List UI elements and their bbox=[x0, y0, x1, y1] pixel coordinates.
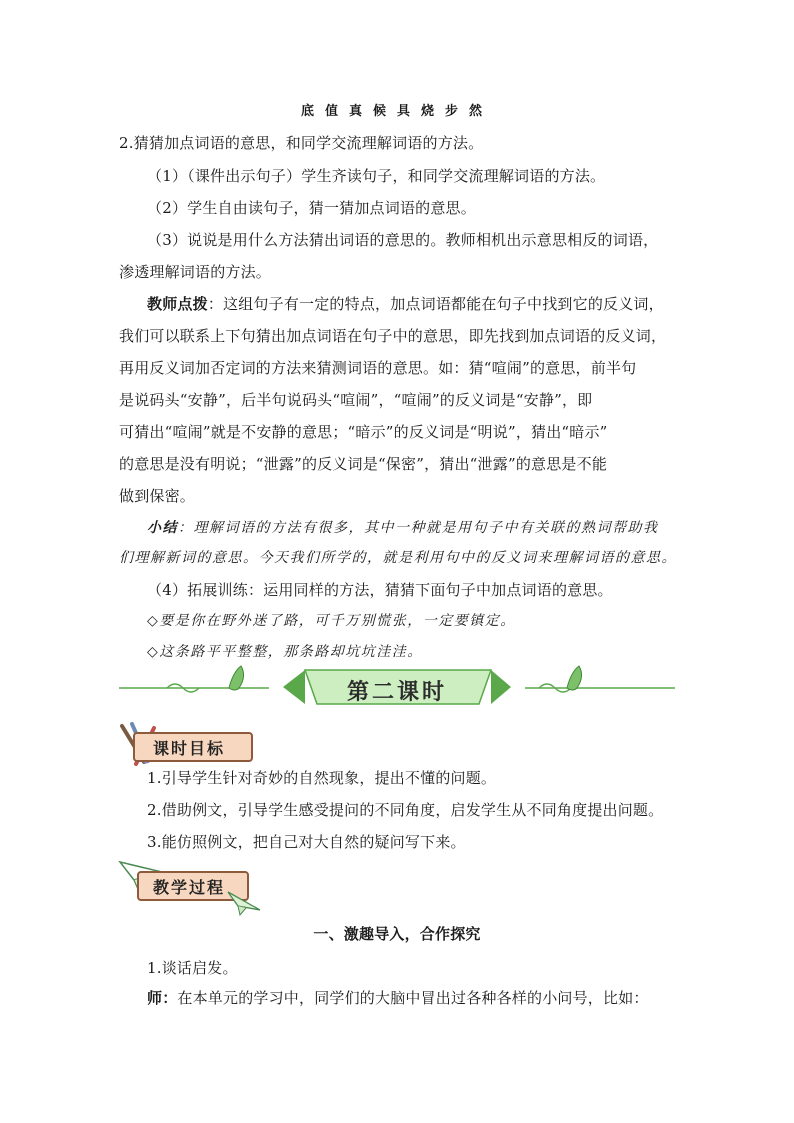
process-tag: 教学过程 bbox=[137, 871, 249, 901]
teacher-tip-line: 再用反义词加否定词的方法来猜测词语的意思。如：猜“喧闹”的意思，前半句 bbox=[119, 359, 637, 377]
paper-plane-icon bbox=[226, 888, 262, 916]
summary-label: 小结 bbox=[147, 520, 178, 536]
goal-item: 3.能仿照例文，把自己对大自然的疑问写下来。 bbox=[147, 833, 466, 851]
goals-tag: 课时目标 bbox=[133, 732, 253, 762]
character-row: 底值真候具烧步然 bbox=[300, 104, 493, 119]
teacher-label: 师： bbox=[147, 989, 178, 1007]
goal-item: 2.借助例文，引导学生感受提问的不同角度，启发学生从不同角度提出问题。 bbox=[147, 801, 664, 819]
teacher-tip-line: 我们可以联系上下句猜出加点词语在句子中的意思，即先找到加点词语的反义词， bbox=[119, 327, 667, 345]
summary-line: 们理解新词的意思。今天我们所学的，就是利用句中的反义词来理解词语的意思。 bbox=[119, 550, 677, 566]
goal-item: 1.引导学生针对奇妙的自然现象，提出不懂的问题。 bbox=[147, 769, 497, 787]
lesson-banner bbox=[119, 664, 675, 710]
teacher-tip-line: 是说码头“安静”，后半句说码头“喧闹”，“喧闹”的反义词是“安静”，即 bbox=[119, 391, 593, 409]
paragraph-line: （2）学生自由读句子，猜一猜加点词语的意思。 bbox=[147, 199, 476, 217]
extension-line: （4）拓展训练：运用同样的方法，猜猜下面句子中加点词语的意思。 bbox=[147, 581, 613, 599]
paragraph-line: 2.猜猜加点词语的意思，和同学交流理解词语的方法。 bbox=[119, 134, 484, 152]
teacher-tip-text: ：这组句子有一定的特点，加点词语都能在句子中找到它的反义词， bbox=[207, 295, 664, 313]
paragraph-line: （3）说说是用什么方法猜出词语的意思的。教师相机出示意思相反的词语， bbox=[147, 231, 659, 249]
bullet-item: ◇这条路平平整整，那条路却坑坑洼洼。 bbox=[147, 644, 423, 660]
paragraph-line: 渗透理解词语的方法。 bbox=[119, 263, 272, 281]
teacher-line bbox=[147, 988, 707, 1008]
paragraph-line: （1）（课件出示句子）学生齐读句子，和同学交流理解词语的方法。 bbox=[147, 167, 606, 185]
summary-line bbox=[147, 518, 707, 538]
step-item: 1.谈话启发。 bbox=[147, 959, 238, 977]
teacher-text: 在本单元的学习中，同学们的大脑中冒出过各种各样的小问号，比如： bbox=[177, 989, 649, 1007]
section-heading: 一、激趣导入，合作探究 bbox=[313, 925, 481, 943]
teacher-tip-line: 的意思是没有明说；“泄露”的反义词是“保密”，猜出“泄露”的意思是不能 bbox=[119, 455, 608, 473]
banner-title: 第二课时 bbox=[346, 680, 447, 705]
teacher-tip-line bbox=[147, 294, 707, 314]
summary-text: ：理解词语的方法有很多，其中一种就是用句子中有关联的熟词帮助我 bbox=[178, 520, 659, 536]
bullet-item: ◇要是你在野外迷了路，可千万别慌张，一定要镇定。 bbox=[147, 613, 516, 629]
teacher-tip-line: 做到保密。 bbox=[119, 487, 196, 505]
teacher-tip-label: 教师点拨 bbox=[147, 295, 208, 313]
teacher-tip-line: 可猜出“喧闹”就是不安静的意思；“暗示”的反义词是“明说”，猜出“暗示” bbox=[119, 423, 608, 441]
